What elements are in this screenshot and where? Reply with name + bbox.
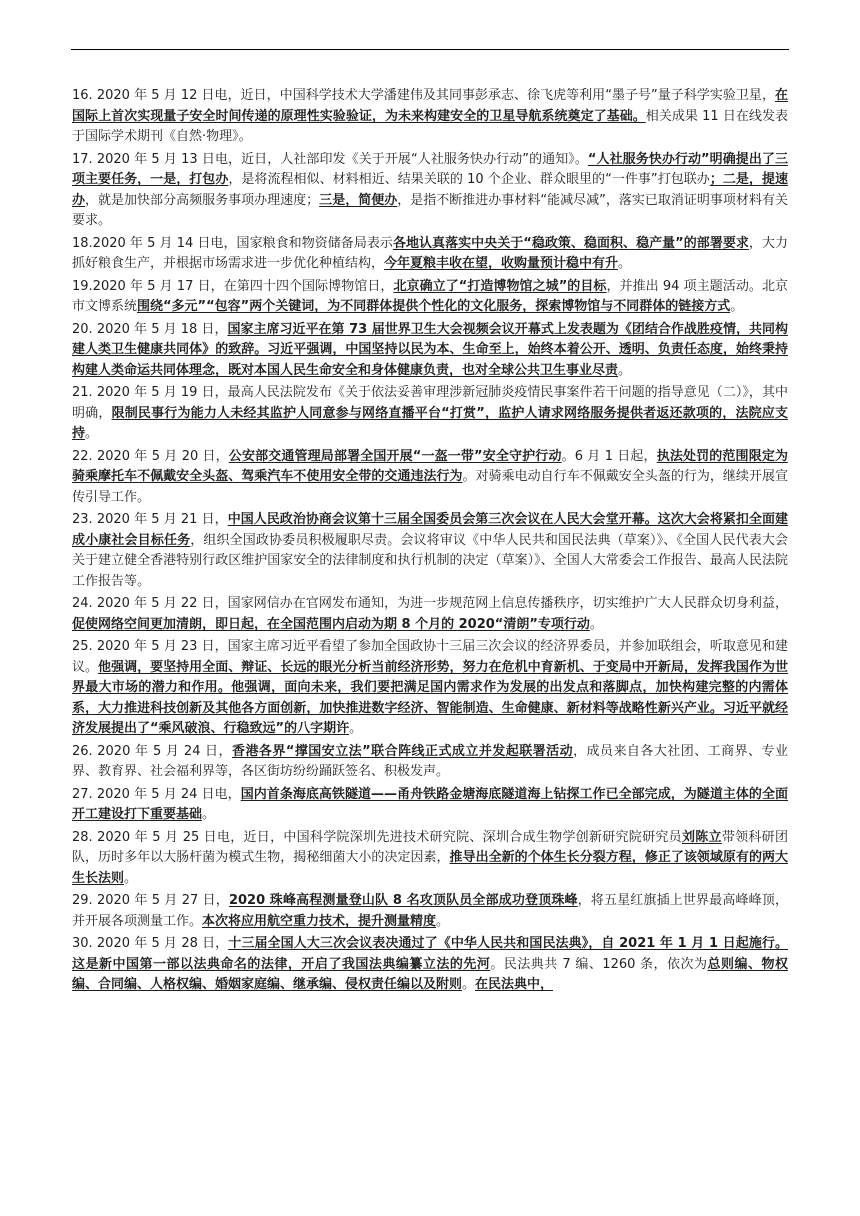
- body-text: 22. 2020 年 5 月 20 日，: [72, 448, 229, 464]
- body-text: 。: [436, 913, 450, 929]
- body-text: 。: [349, 721, 363, 736]
- body-text: 。: [589, 616, 603, 632]
- news-list: [72, 86, 788, 998]
- body-text: ，将五星红旗插上世界最高峰峰顶，并开展各项测量工作。: [72, 893, 788, 929]
- body-text: 29. 2020 年 5 月 27 日，: [72, 893, 229, 908]
- body-text: 30. 2020 年 5 月 28 日，: [72, 936, 229, 951]
- body-text: 19.2020 年 5 月 17 日，在第四十四个国际博物馆日，: [72, 278, 394, 294]
- body-text: 25. 2020 年 5 月 23 日，国家主席习近平看望了参加全国政协十三届三次会议的经济界委员，并参加联组会，听取意见和建议。: [72, 639, 788, 675]
- emphasized-text: 促使网络空间更加清朗，即日起，在全国范围内启动为期 8 个月的 2020“清朗”专项行动: [72, 616, 590, 632]
- emphasized-text: 各地认真落实中央关于“稳政策、稳面积、稳产量”的部署要求: [392, 235, 749, 251]
- body-text: 。: [85, 426, 99, 441]
- emphasized-text: 刘陈立: [681, 829, 722, 845]
- news-item: [72, 637, 788, 740]
- body-text: 。6 月 1 日起，: [561, 448, 657, 464]
- body-text: 。: [618, 256, 632, 271]
- body-text: 16. 2020 年 5 月 12 日电，近日，中国科学技术大学潘建伟及其同事彭承志、徐飞虎等利用“墨子号”量子科学实验卫星，: [72, 88, 775, 103]
- emphasized-text: 推导出全新的个体生长分裂方程，修正了该领域原有的两大生长法则: [72, 850, 788, 886]
- body-text: 。对骑乘电动自行车不佩戴安全头盔的行为，继续开展宣传引导工作。: [72, 469, 788, 505]
- emphasized-text: 香港各界“撑国安立法”联合阵线正式成立并发起联署活动: [231, 743, 574, 759]
- emphasized-text: 国家主席习近平在第 73 届世界卫生大会视频会议开幕式上发表题为《团结合作战胜疫情，共同构建人类卫生健康共同体》的致辞。习近平强调，中国坚持以民为本、生命至上，始终本着公开、透明、负责任态度，始终秉持构建人类命运共同体理念，既对本国人民生命安全和身体健康负责，也对全球公共卫生事业尽责: [72, 321, 788, 378]
- body-text: ，成员来自各大社团、工商界、专业界、教育界、社会福利界等，各区街坊纷纷踊跃签名、积极发声。: [72, 743, 788, 779]
- body-text: 带领科研团队，历时多年以大肠杆菌为模式生物，揭秘细菌大小的决定因素，: [72, 829, 788, 865]
- emphasized-text: 本次将应用航空重力技术，提升测量精度: [202, 913, 437, 929]
- news-item: [72, 383, 788, 445]
- body-text: 相关成果 11 日在线发表于国际学术期刊《自然·物理》。: [72, 108, 788, 144]
- body-text: ，是将流程相似、材料相近、结果关联的 10 个企业、群众眼里的“一件事”打包联办: [228, 172, 710, 187]
- emphasized-text: 十三届全国人大三次会议表决通过了《中华人民共和国民法典》，自 2021 年 1 月 1 日起施行。这是新中国第一部以法典命名的法律，开启了我国法典编纂立法的先河: [72, 936, 788, 972]
- body-text: ，是指不断推进办事材料“能减尽减”，落实已取消证明事项材料有关要求。: [72, 192, 788, 228]
- emphasized-text: 国内首条海底高铁隧道——甬舟铁路金塘海底隧道海上钻探工作已全部完成，为隧道主体的全面开工建设打下重要基础: [72, 786, 788, 822]
- emphasized-text: 总则编、物权编、合同编、人格权编、婚姻家庭编、继承编、侵权责任编以及附则: [72, 956, 788, 992]
- body-text: ，大力抓好粮食生产，并根据市场需求进一步优化种植结构，: [72, 235, 788, 271]
- news-item: [72, 150, 788, 232]
- body-text: 17. 2020 年 5 月 13 日电，近日，人社部印发《关于开展“人社服务快办行动”的通知》。: [72, 151, 588, 167]
- news-item: [72, 510, 788, 592]
- body-text: ，组织全国政协委员积极履职尽责。会议将审议《中华人民共和国民法典（草案）》、《全国人民代表大会关于建立健全香港特别行政区维护国家安全的法律制度和执行机制的决定（草案）》、全国人大常委会工作报告、最高人民法院工作报告等。: [72, 532, 788, 589]
- body-text: 。民法典共 7 编、1260 条，依次为: [490, 956, 708, 972]
- body-text: 18.2020 年 5 月 14 日电，国家粮食和物资储备局表示: [72, 235, 393, 251]
- body-text: ，并推出 94 项主题活动。北京市文博系统: [72, 278, 789, 314]
- body-text: 23. 2020 年 5 月 21 日，: [72, 512, 228, 527]
- emphasized-text: 在民法典中，: [475, 977, 554, 992]
- body-text: 26. 2020 年 5 月 24 日，: [72, 743, 232, 759]
- body-text: 。: [124, 870, 138, 886]
- emphasized-text: “人社服务快办行动”明确提出了三项主要任务，一是，打包办: [72, 151, 788, 187]
- emphasized-text: 北京确立了“打造博物馆之城”的目标: [393, 278, 607, 294]
- emphasized-text: ；二是，提速办: [72, 172, 788, 208]
- body-text: 。: [730, 299, 744, 314]
- body-text: 21. 2020 年 5 月 19 日，最高人民法院发布《关于依法妥善审理涉新冠肺炎疫情民事案件若干问题的指导意见（二）》，其中明确，: [72, 385, 788, 421]
- emphasized-text: 执法处罚的范围限定为骑乘摩托车不佩戴安全头盔、驾乘汽车不使用安全带的交通违法行为: [72, 448, 788, 484]
- news-item: [72, 891, 788, 932]
- emphasized-text: 他强调，要坚持用全面、辩证、长远的眼光分析当前经济形势，努力在危机中育新机、于变局中开新局，发挥我国作为世界最大市场的潜力和作用。他强调，面向未来，我们要把满足国内需求作为发展的出发点和落脚点，加快构建完整的内需体系，大力推进科技创新及其他各方面创新，加快推进数字经济、智能制造、生命健康、新材料等战略性新兴产业。习近平就经济发展提出了“乘风破浪、行稳致远”的八字期许: [72, 659, 788, 736]
- news-item: [72, 594, 788, 635]
- emphasized-text: 在国际上首次实现量子安全时间传递的原理性实验验证，为未来构建安全的卫星导航系统奠定了基础。: [72, 88, 788, 124]
- news-item: [72, 86, 788, 148]
- news-item: [72, 785, 788, 826]
- body-text: 。: [618, 362, 632, 378]
- news-item: [72, 742, 788, 783]
- news-item: [72, 320, 788, 382]
- header-rule: [71, 49, 789, 50]
- news-item: [72, 234, 788, 275]
- body-text: 28. 2020 年 5 月 25 日电，近日，中国科学院深圳先进技术研究院、深圳合成生物学创新研究院研究员: [72, 829, 682, 845]
- body-text: ，就是加快部分高频服务事项办理速度；: [85, 192, 320, 208]
- emphasized-text: 中国人民政治协商会议第十三届全国委员会第三次会议在人民大会堂开幕。这次大会将紧扣全面建成小康社会目标任务: [72, 512, 788, 548]
- news-item: [72, 447, 788, 509]
- body-text: 20. 2020 年 5 月 18 日，: [72, 321, 228, 337]
- body-text: 。: [202, 807, 216, 822]
- emphasized-text: 2020 珠峰高程测量登山队 8 名攻顶队员全部成功登顶珠峰: [228, 893, 578, 908]
- emphasized-text: 限制民事行为能力人未经其监护人同意参与网络直播平台“打赏”，监护人请求网络服务提供者返还款项的，法院应支持: [72, 405, 788, 441]
- emphasized-text: 公安部交通管理局部署全国开展“一盔一带”安全守护行动: [228, 448, 562, 464]
- news-item: [72, 828, 788, 890]
- news-item: [72, 277, 788, 318]
- emphasized-text: 今年夏粮丰收在望，收购量预计稳中有升: [384, 256, 619, 271]
- news-item: [72, 934, 788, 996]
- body-text: 27. 2020 年 5 月 24 日电，: [72, 786, 241, 802]
- emphasized-text: 围绕“多元”“包容”两个关键词，为不同群体提供个性化的文化服务，探索博物馆与不同群体的链接方式: [137, 299, 731, 314]
- body-text: 。: [462, 977, 476, 992]
- body-text: 24. 2020 年 5 月 22 日，国家网信办在官网发布通知，为进一步规范网上信息传播秩序，切实维护广大人民群众切身利益，: [72, 596, 788, 611]
- emphasized-text: 三是，简便办: [319, 192, 398, 208]
